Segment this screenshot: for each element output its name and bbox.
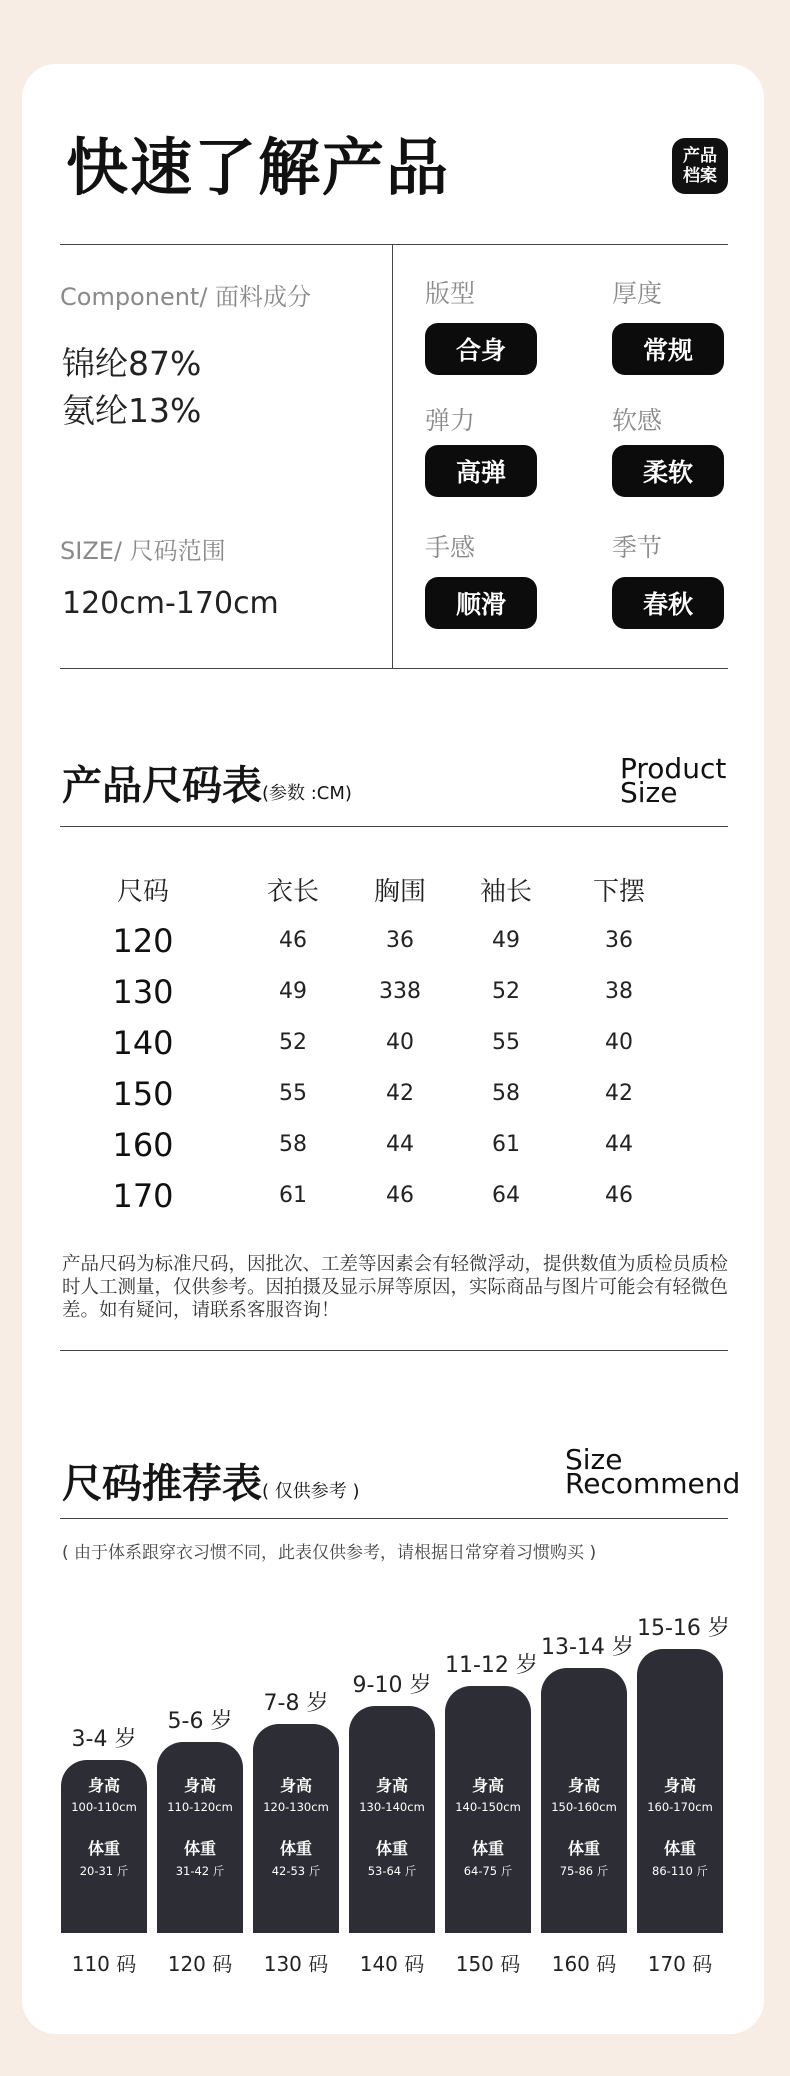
- size-table-cell: 61: [492, 1132, 520, 1157]
- height-key: 身高: [183, 1776, 216, 1795]
- recommend-bar: [349, 1706, 435, 1933]
- divider-vertical: [392, 244, 393, 668]
- size-table-cell: 36: [386, 928, 414, 953]
- age-label: 3-4 岁: [71, 1727, 137, 1752]
- size-table-header: 胸围: [373, 877, 426, 907]
- weight-value: 53-64 斤: [367, 1864, 417, 1878]
- recommend-en-label: [565, 1443, 741, 1500]
- attr-label-season: 季节: [612, 533, 663, 562]
- size-table-cell: 44: [605, 1132, 633, 1157]
- weight-value: 31-42 斤: [175, 1864, 225, 1878]
- size-code-label: 120 码: [167, 1952, 233, 1976]
- age-label: 5-6 岁: [167, 1709, 233, 1734]
- weight-value: 20-31 斤: [79, 1864, 129, 1878]
- size-table-cell: 49: [492, 928, 520, 953]
- recommend-bar: [637, 1649, 723, 1933]
- size-table-cell: 52: [492, 979, 520, 1004]
- divider-top: [60, 244, 728, 245]
- component-label: Component/ 面料成分: [60, 283, 312, 311]
- size-table-cell: 36: [605, 928, 633, 953]
- height-value: 130-140cm: [359, 1800, 425, 1814]
- size-table-header: 袖长: [479, 877, 532, 907]
- recommend-note: ( 由于体系跟穿衣习惯不同，此表仅供参考，请根据日常穿着习惯购买 ): [62, 1543, 597, 1563]
- size-table-cell: 338: [379, 979, 421, 1004]
- badge-line-2: 档案: [683, 166, 717, 186]
- height-value: 110-120cm: [167, 1800, 233, 1814]
- recommend-en-line-1: Size: [565, 1443, 623, 1476]
- divider-note: [60, 1350, 728, 1351]
- size-code-label: 140 码: [359, 1952, 425, 1976]
- size-table-size-cell: 170: [112, 1177, 174, 1215]
- size-table-cell: 55: [279, 1081, 307, 1106]
- recommend-bar: [541, 1668, 627, 1933]
- attr-label-thickness: 厚度: [612, 279, 663, 308]
- size-table-title: [62, 754, 352, 811]
- weight-key: 体重: [279, 1839, 312, 1858]
- size-range-label: SIZE/ 尺码范围: [60, 537, 226, 565]
- age-label: 15-16 岁: [637, 1616, 730, 1641]
- size-table-en-label: [620, 752, 727, 809]
- weight-key: 体重: [87, 1839, 120, 1858]
- attr-value-elasticity: 高弹: [425, 445, 537, 497]
- recommend-en-line-2: Recommend: [565, 1467, 741, 1500]
- attr-value-softness: 柔软: [612, 445, 724, 497]
- size-table-unit: (参数 :CM): [262, 783, 352, 804]
- size-table-cell: 46: [605, 1183, 633, 1208]
- weight-value: 64-75 斤: [463, 1864, 513, 1878]
- age-label: 13-14 岁: [541, 1635, 634, 1660]
- size-table-cell: 61: [279, 1183, 307, 1208]
- recommend-subtitle: ( 仅供参考 ): [262, 1481, 360, 1502]
- size-table-cell: 42: [386, 1081, 414, 1106]
- size-table-en-line-1: Product: [620, 752, 727, 785]
- size-table-en-line-2: Size: [620, 776, 678, 809]
- size-table-cell: 46: [386, 1183, 414, 1208]
- recommend-bar: [445, 1686, 531, 1933]
- size-table-size-cell: 140: [112, 1024, 174, 1062]
- attr-label-fit: 版型: [425, 279, 476, 308]
- size-code-label: 150 码: [455, 1952, 521, 1976]
- attr-label-elasticity: 弹力: [425, 406, 476, 435]
- attr-label-softness: 软感: [612, 406, 663, 435]
- age-label: 7-8 岁: [263, 1691, 329, 1716]
- weight-key: 体重: [663, 1839, 696, 1858]
- size-table-title-text: 产品尺码表: [62, 763, 262, 809]
- height-value: 160-170cm: [647, 1800, 713, 1814]
- size-table-cell: 40: [386, 1030, 414, 1055]
- attr-value-fit: 合身: [425, 323, 537, 375]
- height-key: 身高: [471, 1776, 504, 1795]
- size-table-cell: 55: [492, 1030, 520, 1055]
- height-value: 150-160cm: [551, 1800, 617, 1814]
- size-table-note: 产品尺码为标准尺码，因批次、工差等因素会有轻微浮动，提供数值为质检员质检时人工测量，仅供参考。因拍摄及显示屏等原因，实际商品与图片可能会有轻微色差。如有疑问，请联系客服咨询！: [62, 1254, 729, 1321]
- height-value: 100-110cm: [71, 1800, 137, 1814]
- weight-key: 体重: [471, 1839, 504, 1858]
- size-table-size-cell: 120: [112, 922, 174, 960]
- page-title: 快速了解产品: [66, 131, 451, 204]
- size-table-cell: 40: [605, 1030, 633, 1055]
- size-range-value: 120cm-170cm: [62, 586, 279, 621]
- size-code-label: 130 码: [263, 1952, 329, 1976]
- recommend-bar: [61, 1760, 147, 1933]
- recommend-bar: [253, 1724, 339, 1933]
- height-value: 120-130cm: [263, 1800, 329, 1814]
- weight-value: 86-110 斤: [652, 1864, 708, 1878]
- size-table-cell: 49: [279, 979, 307, 1004]
- size-table-header: 衣长: [266, 877, 319, 907]
- size-table-size-cell: 130: [112, 973, 174, 1011]
- size-table-cell: 58: [279, 1132, 307, 1157]
- weight-key: 体重: [567, 1839, 600, 1858]
- height-key: 身高: [87, 1776, 120, 1795]
- size-code-label: 110 码: [71, 1952, 137, 1976]
- size-table-header: 下摆: [592, 877, 645, 907]
- size-code-label: 170 码: [647, 1952, 713, 1976]
- size-table-cell: 44: [386, 1132, 414, 1157]
- height-key: 身高: [567, 1776, 600, 1795]
- height-key: 身高: [279, 1776, 312, 1795]
- recommend-title: [62, 1452, 360, 1509]
- recommend-bar: [157, 1742, 243, 1933]
- weight-value: 42-53 斤: [271, 1864, 321, 1878]
- product-file-badge: [672, 138, 728, 194]
- height-key: 身高: [375, 1776, 408, 1795]
- attr-label-touch: 手感: [425, 533, 476, 562]
- size-table-header: 尺码: [116, 877, 169, 907]
- size-table-size-cell: 160: [112, 1126, 174, 1164]
- component-line-1: 锦纶87%: [62, 344, 202, 383]
- age-label: 9-10 岁: [352, 1673, 432, 1698]
- size-table-cell: 52: [279, 1030, 307, 1055]
- size-table-size-cell: 150: [112, 1075, 174, 1113]
- weight-value: 75-86 斤: [559, 1864, 609, 1878]
- height-value: 140-150cm: [455, 1800, 521, 1814]
- attr-value-season: 春秋: [612, 577, 724, 629]
- size-table-cell: 42: [605, 1081, 633, 1106]
- divider-size-table: [60, 826, 728, 827]
- age-label: 11-12 岁: [445, 1653, 538, 1678]
- attr-value-touch: 顺滑: [425, 577, 537, 629]
- divider-overview-bottom: [60, 668, 728, 669]
- size-table-cell: 64: [492, 1183, 520, 1208]
- size-table-cell: 38: [605, 979, 633, 1004]
- size-table-cell: 46: [279, 928, 307, 953]
- divider-recommend: [60, 1518, 728, 1519]
- component-line-2: 氨纶13%: [62, 391, 202, 430]
- height-key: 身高: [663, 1776, 696, 1795]
- weight-key: 体重: [183, 1839, 216, 1858]
- badge-line-1: 产品: [683, 146, 717, 166]
- attr-value-thickness: 常规: [612, 323, 724, 375]
- recommend-title-text: 尺码推荐表: [62, 1461, 262, 1507]
- size-code-label: 160 码: [551, 1952, 617, 1976]
- weight-key: 体重: [375, 1839, 408, 1858]
- size-table-cell: 58: [492, 1081, 520, 1106]
